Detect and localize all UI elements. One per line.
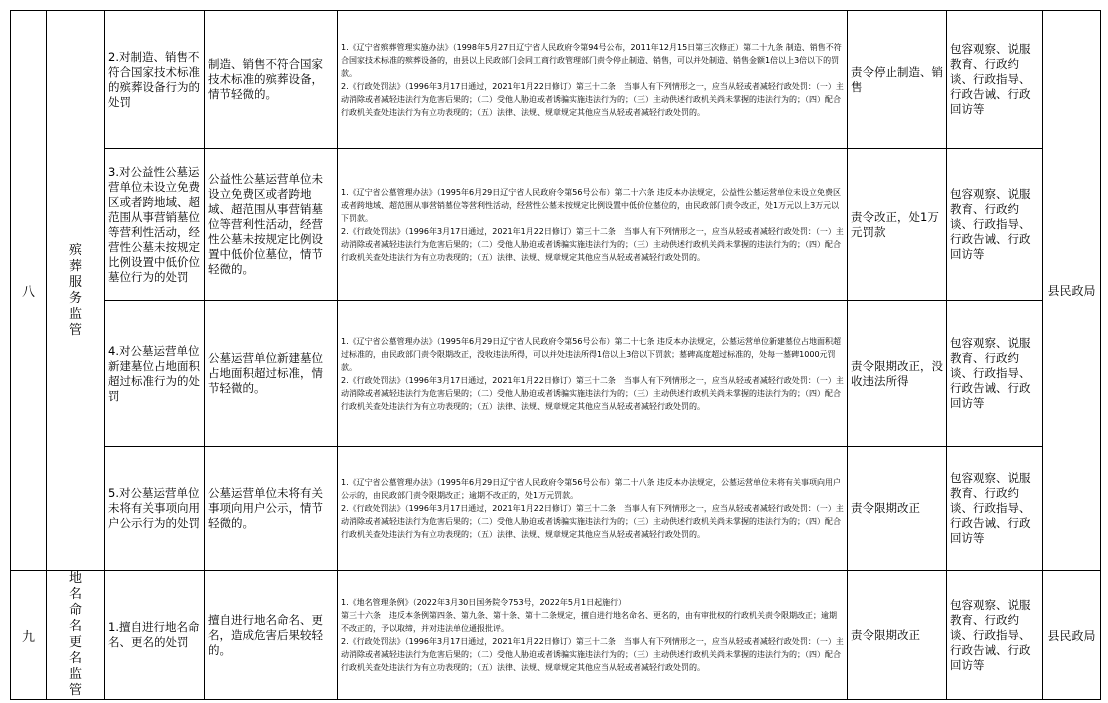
legal-basis-line: 第三十六条 违反本条例第四条、第九条、第十条、第十二条规定，擅自进行地名命名、更名的，由有审批权的行政机关责令限期改正；逾期不改正的，予以取缔，并对违法单位通报批评。 [341,611,837,633]
legal-basis-line: 1.《辽宁省公墓管理办法》（1995年6月29日辽宁省人民政府令第56号公布）第二十八条 违反本办法规定，公墓运营单位未将有关事项向用户公示的，由民政部门责令限期改正；逾期不改正的，处1万元罚款。 [341,478,841,500]
enforcement-measures: 包容观察、说服教育、行政约谈、行政指导、行政告诫、行政回访等 [947,301,1043,447]
legal-basis-line: 2.《行政处罚法》（1996年3月17日通过，2021年1月22日修订）第三十二条 当事人有下列情形之一，应当从轻或者减轻行政处罚：（一）主动消除或者减轻违法行为危害后果的；（二）受他人胁迫或者诱骗实施违法行为的；（三）主动供述行政机关尚未掌握的违法行为的；（四）配合行政机关查处违法行为有立功表现的；（五）法律、法规、规章规定其他应当从轻或者减轻行政处罚的。 [341,637,844,672]
table-row [11,447,1101,571]
responsible-department: 县民政局 [1043,571,1101,700]
violation-situation: 制造、销售不符合国家技术标准的殡葬设备，情节轻微的。 [205,11,338,149]
violation-situation: 公墓运营单位新建墓位占地面积超过标准，情节轻微的。 [205,301,338,447]
enforcement-measures: 包容观察、说服教育、行政约谈、行政指导、行政告诫、行政回访等 [947,447,1043,571]
penalty-item: 2.对制造、销售不符合国家技术标准的殡葬设备行为的处罚 [105,11,205,149]
legal-basis [338,301,848,447]
penalty-item: 1.擅自进行地名命名、更名的处罚 [105,571,205,700]
measures-table [10,10,1101,700]
legal-basis-line: 1.《地名管理条例》（2022年3月30日国务院令753号，2022年5月1日起施行） [341,598,627,607]
legal-basis [338,447,848,571]
legal-basis-line: 2.《行政处罚法》（1996年3月17日通过，2021年1月22日修订）第三十二条 当事人有下列情形之一，应当从轻或者减轻行政处罚：（一）主动消除或者减轻违法行为危害后果的；（二）受他人胁迫或者诱骗实施违法行为的；（三）主动供述行政机关尚未掌握的违法行为的；（四）配合行政机关查处违法行为有立功表现的；（五）法律、法规、规章规定其他应当从轻或者减轻行政处罚的。 [341,226,844,262]
section-category [47,571,105,700]
violation-situation: 擅自进行地名命名、更名，造成危害后果较轻的。 [205,571,338,700]
legal-basis [338,149,848,301]
section-number: 九 [11,571,47,700]
penalty-item: 3.对公益性公墓运营单位未设立免费区或者跨地域、超范围从事营销墓位等营利性活动，经营性公墓未按规定比例设置中低价位墓位行为的处罚 [105,149,205,301]
table-row [11,149,1101,301]
penalty-item: 5.对公墓运营单位未将有关事项向用户公示行为的处罚 [105,447,205,571]
violation-situation: 公益性公墓运营单位未设立免费区或者跨地域、超范围从事营销墓位等营利性活动，经营性公墓未按规定比例设置中低价位墓位，情节轻微的。 [205,149,338,301]
table-row [11,301,1101,447]
legal-basis-line: 2.《行政处罚法》（1996年3月17日通过，2021年1月22日修订）第三十二条 当事人有下列情形之一，应当从轻或者减轻行政处罚：（一）主动消除或者减轻违法行为危害后果的；（二）受他人胁迫或者诱骗实施违法行为的；（三）主动供述行政机关尚未掌握的违法行为的；（四）配合行政机关查处违法行为有立功表现的；（五）法律、法规、规章规定其他应当从轻或者减轻行政处罚的。 [341,504,844,539]
legal-basis-line: 2.《行政处罚法》（1996年3月17日通过，2021年1月22日修订）第三十二条 当事人有下列情形之一，应当从轻或者减轻行政处罚：（一）主动消除或者减轻违法行为危害后果的；（二）受他人胁迫或者诱骗实施违法行为的；（三）主动供述行政机关尚未掌握的违法行为的；（四）配合行政机关查处违法行为有立功表现的；（五）法律、法规、规章规定其他应当从轻或者减轻行政处罚的。 [341,375,844,411]
punishment: 责令改正，处1万元罚款 [848,149,947,301]
punishment: 责令限期改正 [848,447,947,571]
section-category [47,11,105,571]
section-category-text: 殡葬服务监管 [68,242,82,338]
section-category-text: 地名命名更名监管 [68,571,82,698]
punishment: 责令限期改正 [848,571,947,700]
legal-basis [338,571,848,700]
enforcement-measures: 包容观察、说服教育、行政约谈、行政指导、行政告诫、行政回访等 [947,149,1043,301]
enforcement-measures: 包容观察、说服教育、行政约谈、行政指导、行政告诫、行政回访等 [947,571,1043,700]
section-number: 八 [11,11,47,571]
table-row [11,571,1101,700]
legal-basis-line: 1.《辽宁省殡葬管理实施办法》（1998年5月27日辽宁省人民政府令第94号公布，2011年12月15日第三次修正）第二十九条 制造、销售不符合国家技术标准的殡葬设备的，由县以上民政部门会同工商行政管理部门责令停止制造、销售，可以并处制造、销售金额1倍以上3倍以下的罚款。 [341,42,842,78]
legal-basis-line: 2.《行政处罚法》（1996年3月17日通过，2021年1月22日修订）第三十二条 当事人有下列情形之一，应当从轻或者减轻行政处罚：（一）主动消除或者减轻违法行为危害后果的；（二）受他人胁迫或者诱骗实施违法行为的；（三）主动供述行政机关尚未掌握的违法行为的；（四）配合行政机关查处违法行为有立功表现的；（五）法律、法规、规章规定其他应当从轻或者减轻行政处罚的。 [341,81,844,117]
legal-basis [338,11,848,149]
punishment: 责令限期改正，没收违法所得 [848,301,947,447]
legal-basis-line: 1.《辽宁省公墓管理办法》（1995年6月29日辽宁省人民政府令第56号公布）第二十六条 违反本办法规定，公益性公墓运营单位未设立免费区或者跨地域、超范围从事营销墓位等营利性活动，经营性公墓未按规定比例设置中低价位墓位的，由民政部门责令改正，处1万元以上3万元以下罚款。 [341,187,841,223]
violation-situation: 公墓运营单位未将有关事项向用户公示，情节轻微的。 [205,447,338,571]
penalty-item: 4.对公墓运营单位新建墓位占地面积超过标准行为的处罚 [105,301,205,447]
table-row [11,11,1101,149]
enforcement-measures: 包容观察、说服教育、行政约谈、行政指导、行政告诫、行政回访等 [947,11,1043,149]
responsible-department: 县民政局 [1043,11,1101,571]
punishment: 责令停止制造、销售 [848,11,947,149]
legal-basis-line: 1.《辽宁省公墓管理办法》（1995年6月29日辽宁省人民政府令第56号公布）第二十七条 违反本办法规定，公墓运营单位新建墓位占地面积超过标准的，由民政部门责令限期改正，没收违法所得，可以并处违法所得1倍以上3倍以下罚款；墓碑高度超过标准的，处每一墓碑1000元罚款。 [341,336,841,372]
